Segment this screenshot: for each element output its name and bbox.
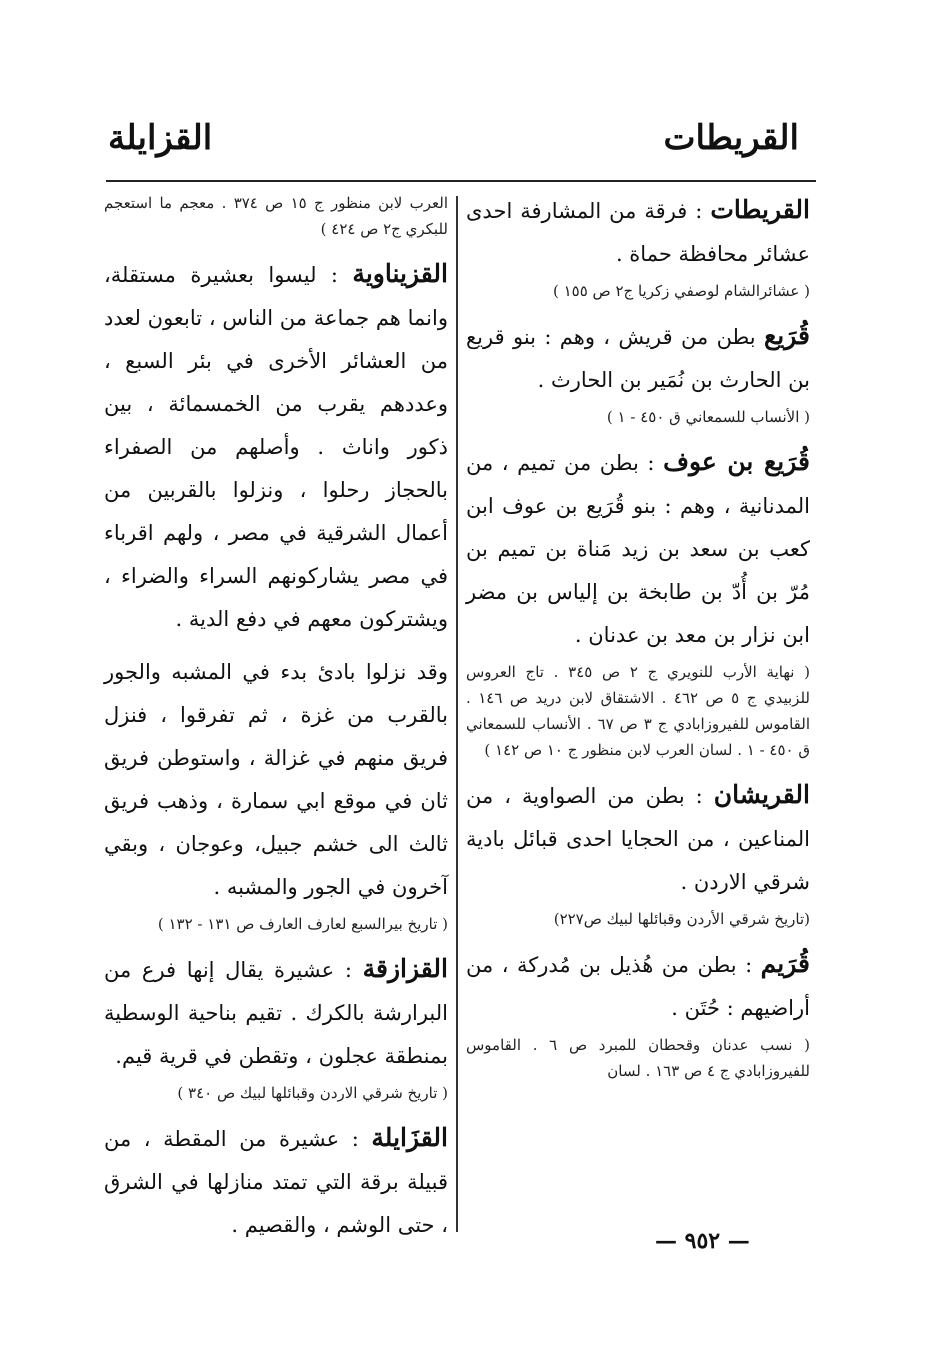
entry-reference: ( تاريخ شرقي الاردن وقبائلها لبيك ص ٣٤٠ )	[177, 1084, 448, 1102]
entry-quraya-bin-awf	[466, 440, 810, 763]
page-number: — ٩٥٢ —	[655, 1228, 750, 1254]
entry-headword: قُرَيع	[763, 321, 810, 350]
right-column	[466, 188, 810, 1094]
entry-reference: ( الأنساب للسمعاني ق ٤٥٠ - ١ )	[606, 408, 810, 426]
entry-headword: القريشان	[713, 780, 810, 809]
entry-body	[466, 773, 810, 904]
entry-qazayila	[104, 1116, 448, 1247]
entry-text: : بطن من تميم ، من المدنانية ، وهم : بنو قُرَيع بن عوف ابن كعب بن سعد بن زيد مَناة بن تميم بن مُرّ بن أُدّ بن طابخة بن إلياس بن مضر ابن نزار بن معد بن عدنان .	[466, 451, 810, 647]
entry-text: : عشيرة يقال إنها فرع من البرارشة بالكرك . تقيم بناحية الوسطية بمنطقة عجلون ، وتقطن في قرية قيم.	[104, 958, 448, 1068]
entry-body	[466, 440, 810, 657]
entry-text: : بطن من الصواوية ، من المناعين ، من الحجايا احدى قبائل بادية شرقي الاردن .	[466, 784, 810, 894]
entry-body	[104, 252, 448, 641]
entry-text: : فرقة من المشارفة احدى عشائر محافظة حماة .	[466, 199, 810, 266]
entry-headword: القريطات	[710, 195, 810, 224]
entry-body	[466, 942, 810, 1030]
entry-reference: ( عشائرالشام لوصفي زكريا ج٢ ص ١٥٥ )	[552, 282, 810, 300]
entry-reference: ( نهاية الأرب للنويري ج ٢ ص ٣٤٥ . تاج العروس للزبيدي ج ٥ ص ٤٦٢ . الاشتقاق لابن دريد ص ١٤٦ . القاموس للفيروزابادي ج ٣ ص ٦٧ . الأنساب للسمعاني ق ٤٥٠ - ١ . لسان العرب لابن منظور ج ١٠ ص ١٤٢ )	[466, 663, 811, 759]
entry-continued-reference	[104, 190, 448, 242]
entry-reference: العرب لابن منظور ج ١٥ ص ٣٧٤ . معجم ما استعجم للبكري ج٢ ص ٤٢٤ )	[104, 194, 449, 238]
entry-body	[104, 947, 448, 1078]
entry-quraya	[466, 314, 810, 430]
left-column	[104, 188, 448, 1257]
entry-reference: ( تاريخ بيرالسبع لعارف العارف ص ١٣١ - ١٣٢ )	[157, 915, 448, 933]
entry-headword: قُرَيم	[760, 949, 810, 978]
entry-text: وقد نزلوا بادئ بدء في المشبه والجور بالقرب من غزة ، ثم تفرقوا ، فنزل فريق منهم في غزالة ، واستوطن فريق ثان في موقع ابي سمارة ، وذهب فريق ثالث الى خشم جبيل، وعوجان ، وبقي آخرون في الجور والمشبه .	[104, 660, 448, 899]
entry-text: بطن من قريش ، وهم : بنو قريع بن الحارث بن نُمَير بن الحارث .	[466, 325, 810, 392]
entry-text: : بطن من هُذيل بن مُدركة ، من أراضيهم : حُتَن .	[466, 953, 810, 1020]
entry-headword: القزيناوية	[352, 259, 448, 288]
entry-text: : عشيرة من المقطة ، من قبيلة برقة التي تمتد منازلها في الشرق ، حتى الوشم ، والقصيم .	[104, 1127, 448, 1237]
header-rule	[106, 180, 816, 182]
entry-headword: القزازقة	[362, 954, 448, 983]
entry-qurayatat	[466, 188, 810, 304]
entry-quraym	[466, 942, 810, 1084]
entry-headword: القزَايلة	[371, 1123, 448, 1152]
running-head-right: القريطات	[663, 118, 799, 158]
entry-text: : ليسوا بعشيرة مستقلة، وانما هم جماعة من الناس ، تابعون لعدد من العشائر الأخرى في بئر السبع ، وعددهم يقرب من الخمسمائة ، بين ذكور واناث . وأصلهم من الصفراء بالحجاز رحلوا ، ونزلوا بالقربين من أعمال الشرقية في مصر ، ولهم اقرباء في مصر يشاركونهم السراء والضراء ، ويشتركون معهم في دفع الدية .	[104, 263, 448, 631]
entry-body	[466, 314, 810, 402]
running-head-left: القزايلة	[108, 118, 213, 158]
entry-qazinawiya	[104, 252, 448, 641]
entry-reference: ( نسب عدنان وقحطان للمبرد ص ٦ . القاموس للفيروزابادي ج ٤ ص ١٦٣ . لسان	[466, 1036, 810, 1080]
entry-reference: (تاريخ شرقي الأردن وقبائلها لبيك ص٢٢٧)	[553, 910, 810, 928]
entry-body	[104, 1116, 448, 1247]
column-divider	[456, 196, 458, 1232]
entry-body	[466, 188, 810, 276]
entry-qazazqa	[104, 947, 448, 1106]
entry-qazinawiya-continued	[104, 651, 448, 937]
entry-qurayshan	[466, 773, 810, 932]
entry-headword: قُرَيع بن عوف	[663, 447, 810, 476]
